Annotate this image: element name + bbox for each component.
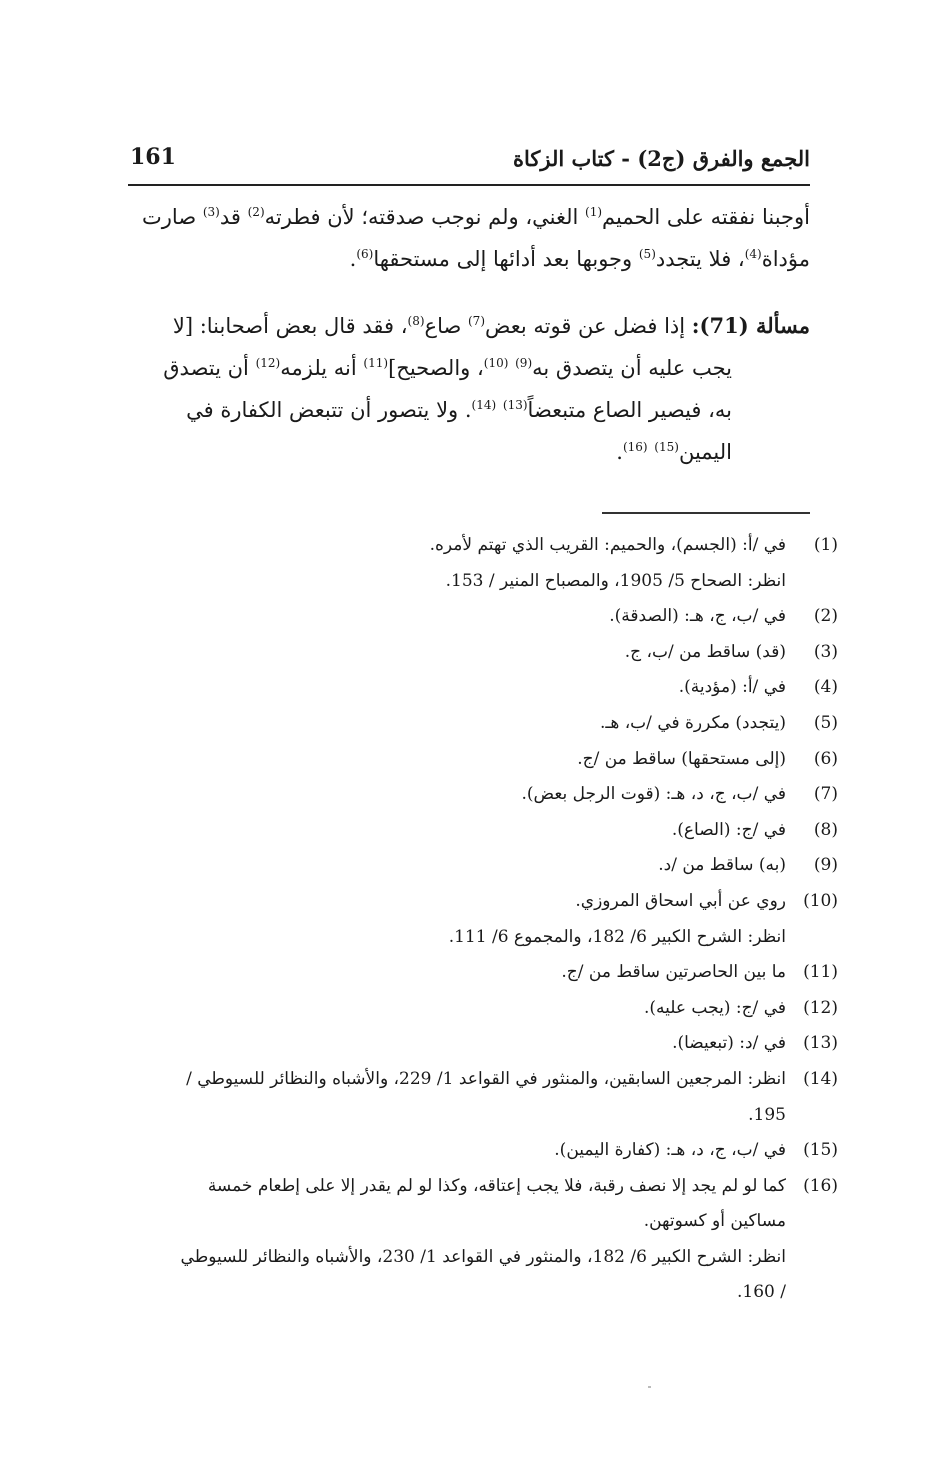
paragraph-line: يجب عليه أن يتصدق به$^{(9)}$ $^{(10)}$، والصحيح]$^{(11)}$ أنه يلزمه$^{(12)}$ أن يتصدق [163,356,732,380]
footnote-text [128,599,786,635]
footnote-line: روي عن أبي اسحاق المروزي. [575,890,786,911]
footnote-text [128,991,786,1027]
paragraph-line: اليمين$^{(15)}$ $^{(16)}$. [616,440,732,464]
footnote-number: (8) [813,819,838,840]
footnote-item [128,955,838,991]
footnote-line: في /ب، ج، د، هـ: (قوت الرجل بعض). [521,784,786,805]
footnote-ref: (10) [483,356,509,370]
footnote-number: (2) [813,606,838,627]
page-number: 161 [130,144,176,170]
footnote-number: (11) [803,962,838,983]
footnote-line: في /ب، ج، د، هـ: (كفارة اليمين). [554,1140,786,1161]
footnote-ref: (12) [255,356,281,370]
footnote-number: (12) [803,997,838,1018]
footnote-number: (16) [803,1175,838,1196]
footnote-ref: (3) [202,205,220,219]
footnote-line: في /ب، ج، هـ: (الصدقة). [609,606,786,627]
footnote-ref: (9) [515,356,533,370]
running-header [128,140,810,186]
footnote-text [128,1062,786,1133]
header-title: الجمع والفرق (ج2) - كتاب الزكاة [512,146,810,171]
footnote-item [128,813,838,849]
footnote-number: (7) [813,784,838,805]
footnote-ref: (1) [585,205,603,219]
footnote-line: انظر: الصحاح 5/ 1905، والمصباح المنير / 153. [445,570,786,591]
footnote-line: مساكين أو كسوتهن. [643,1211,786,1232]
footnote-line: في /د: (تبعيضا). [672,1033,786,1054]
footnote-text [128,1026,786,1062]
footnote-ref: (6) [356,247,374,261]
footnote-number: (4) [813,677,838,698]
footnote-number: (9) [813,855,838,876]
footnote-line: في /أ: (الجسم)، والحميم: القريب الذي تهتم لأمره. [429,535,786,555]
paragraph-line: مؤداة$^{(4)}$، فلا يتجدد$^{(5)}$ وجوبها بعد أدائها إلى مستحقها$^{(6)}$. [349,247,810,271]
footnote-ref: (8) [407,314,425,328]
footnote-item [128,635,838,671]
footnote-separator [602,512,810,514]
footnote-number: (13) [803,1033,838,1054]
footnote-text [128,848,786,884]
footnote-number: (10) [803,890,838,911]
paragraph-zakat-relatives [128,196,810,280]
paragraph-line: به، فيصير الصاع متبعضاً$^{(13)}$ $^{(14)}$. ولا يتصور أن تتبعض الكفارة في [186,398,732,422]
footnotes-section [128,528,838,1311]
footnote-number: (5) [813,712,838,733]
footnote-number: (3) [813,641,838,662]
footnote-text [128,635,786,671]
footnote-text [128,528,786,599]
footnote-ref: (16) [622,440,648,454]
footnote-line: (به) ساقط من /د. [658,855,786,876]
footnote-item [128,599,838,635]
footnote-line: (يتجدد) مكررة في /ب، هـ. [599,712,786,733]
footnote-text [128,884,786,955]
footnote-line: كما لو لم يجد إلا نصف رقبة، فلا يجب إعتاقه، وكذا لو لم يقدر إلا على إطعام خمسة [207,1175,786,1196]
footnote-line: / 160. [737,1282,786,1303]
footnote-item [128,670,838,706]
masala-label: مسألة (71): [691,313,810,338]
footnote-ref: (13) [502,398,528,412]
footnote-item [128,706,838,742]
footnote-item [128,1169,838,1311]
footnote-line: (إلى مستحقها) ساقط من /ج. [577,748,786,769]
footnote-text [128,670,786,706]
footnote-line: ما بين الحاصرتين ساقط من /ج. [561,962,786,983]
footnote-ref: (5) [638,247,656,261]
footnote-text [128,777,786,813]
footnote-text [128,955,786,991]
footnote-ref: (15) [654,440,679,454]
footnote-text [128,1133,786,1169]
footnote-ref: (14) [471,398,497,412]
footnote-item [128,742,838,778]
footnote-item [128,991,838,1027]
footnote-line: انظر: المرجعين السابقين، والمنثور في القواعد 1/ 229، والأشباه والنظائر للسيوطي / [186,1068,786,1089]
footnote-number: (15) [803,1140,838,1161]
footnote-ref: (7) [467,314,485,328]
footnote-item [128,1133,838,1169]
paragraph-line: أوجبنا نفقته على الحميم$^{(1)}$ الغني، ولم نوجب صدقته؛ لأن فطرته$^{(2)}$ قد$^{(3)}$ صارت [142,205,810,229]
paragraph-line: مسألة (71): إذا فضل عن قوته بعض$^{(7)}$ صاع$^{(8)}$، فقد قال بعض أصحابنا: [لا [172,313,810,338]
paragraph-masala-71 [128,305,810,473]
footnote-ref: (4) [744,247,762,261]
footnote-line: (قد) ساقط من /ب، ج. [624,641,786,662]
footnote-line: في /ج: (يجب عليه). [643,997,786,1018]
page-speck [648,1386,651,1388]
footnote-number: (6) [813,748,838,769]
footnote-text [128,742,786,778]
footnote-item [128,777,838,813]
footnote-line: 195. [748,1104,786,1125]
footnote-ref: (2) [247,205,265,219]
footnote-ref: (11) [363,356,389,370]
footnote-item [128,1062,838,1133]
footnote-line: انظر: الشرح الكبير 6/ 182، والمجموع 6/ 111. [448,926,786,947]
footnote-line: في /أ: (مؤدية). [678,677,786,698]
footnote-text [128,813,786,849]
footnote-number: (1) [813,535,838,555]
footnote-item [128,528,838,599]
footnote-item [128,884,838,955]
footnote-text [128,706,786,742]
footnote-item [128,1026,838,1062]
footnote-text [128,1169,786,1311]
footnote-line: في /ج: (الصاع). [671,819,786,840]
footnote-line: انظر: الشرح الكبير 6/ 182، والمنثور في القواعد 1/ 230، والأشباه والنظائر للسيوطي [180,1246,786,1267]
footnote-number: (14) [803,1068,838,1089]
footnote-item [128,848,838,884]
